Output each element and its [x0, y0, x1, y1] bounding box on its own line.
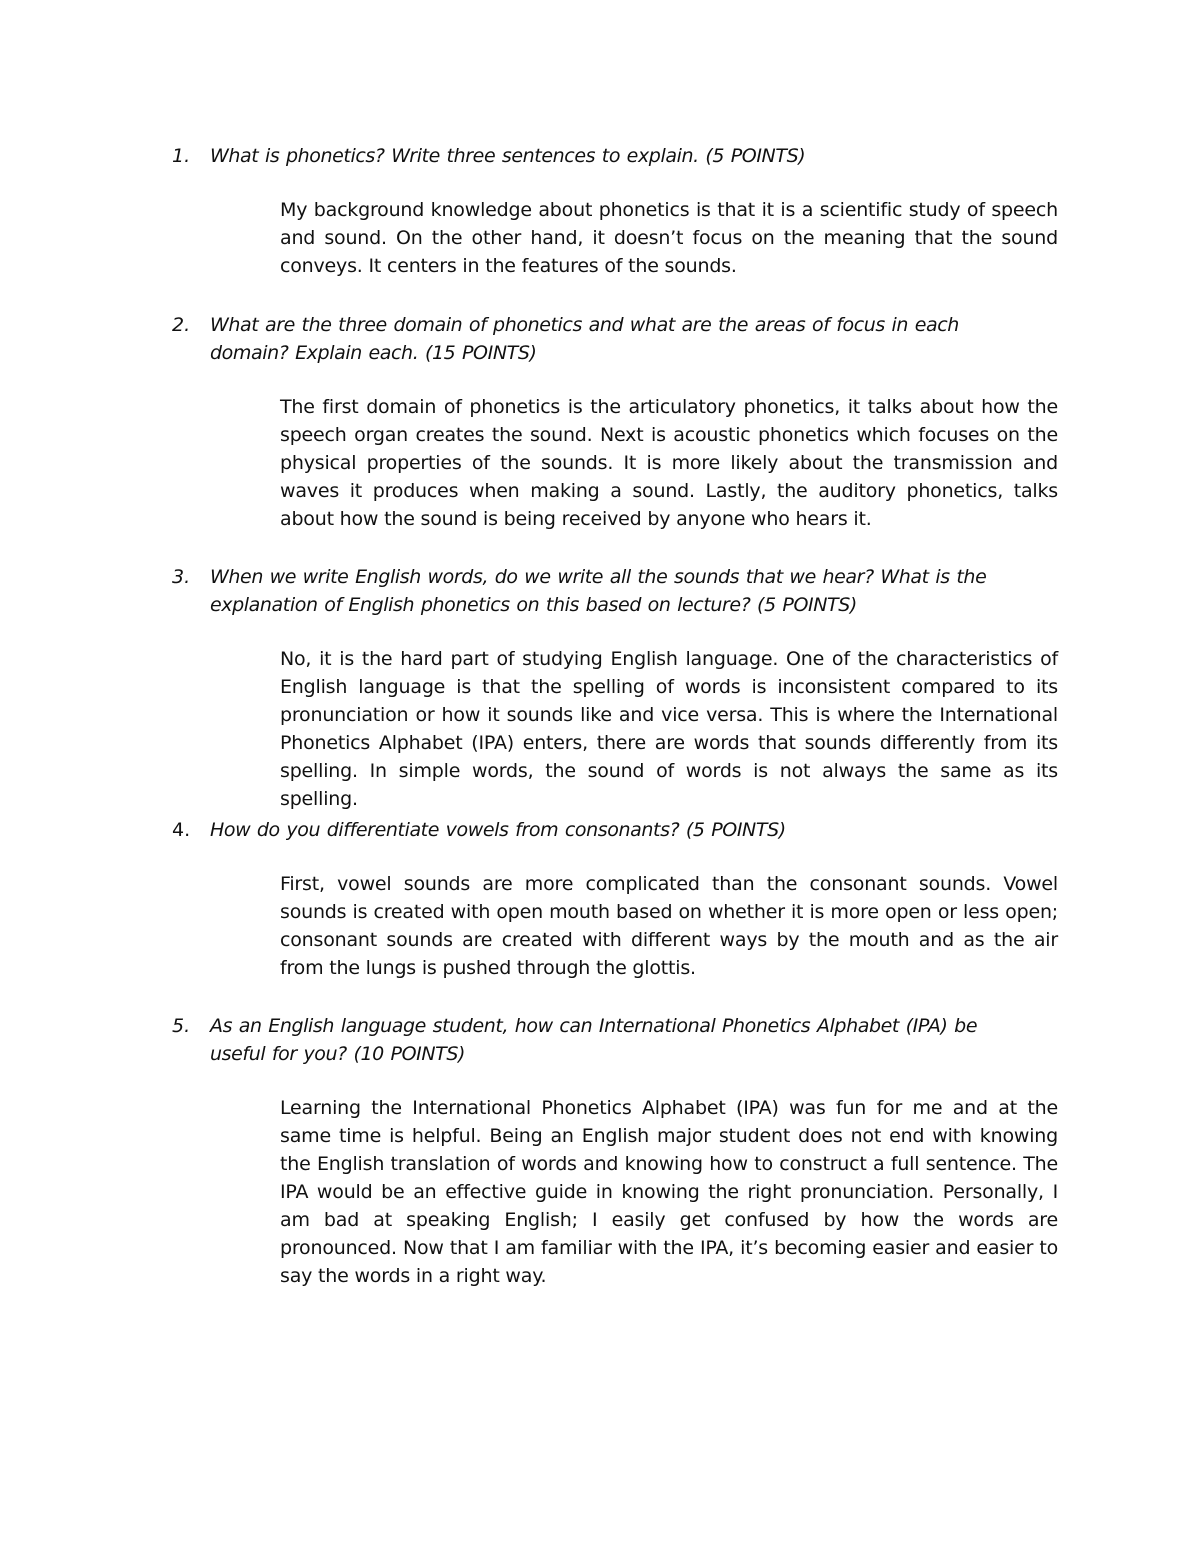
answer-text: Learning the International Phonetics Alphabet (IPA) was fun for me and at the same time is helpful. Being an English major student does not end with knowing the English translation of words and knowing how to construct a full sentence. The IPA would be an effective guide in knowing the right pronunciation. Personally, I am bad at speaking English; I easily get confused by how the words are pronounced. Now that I am familiar with the IPA, it’s becoming easier and easier to say the words in a right way.	[280, 1097, 1058, 1287]
question-block-2	[172, 311, 1062, 533]
question-row	[172, 311, 1062, 367]
question-block-5	[172, 1012, 1062, 1290]
answer-text: No, it is the hard part of studying English language. One of the characteristics of English language is that the spelling of words is inconsistent compared to its pronunciation or how it sounds like and vice versa. This is where the International Phonetics Alphabet (IPA) enters, there are words that sounds differently from its spelling. In simple words, the sound of words is not always the same as its spelling.	[280, 648, 1058, 810]
question-number: 3.	[172, 566, 191, 588]
question-number: 2.	[172, 314, 191, 336]
question-block-3	[172, 563, 1062, 813]
answer-text: First, vowel sounds are more complicated than the consonant sounds. Vowel sounds is created with open mouth based on whether it is more open or less open; consonant sounds are created with different ways by the mouth and as the air from the lungs is pushed through the glottis.	[280, 873, 1058, 979]
question-row	[172, 142, 1062, 170]
question-text: What is phonetics? Write three sentences to explain. (5 POINTS)	[210, 145, 806, 167]
answer-text: The first domain of phonetics is the articulatory phonetics, it talks about how the speech organ creates the sound. Next is acoustic phonetics which focuses on the physical properties of the sounds. It is more likely about the transmission and waves it produces when making a sound. Lastly, the auditory phonetics, talks about how the sound is being received by anyone who hears it.	[280, 396, 1058, 530]
question-row	[172, 1012, 1062, 1068]
answer-text: My background knowledge about phonetics is that it is a scientific study of speech and sound. On the other hand, it doesn’t focus on the meaning that the sound conveys. It centers in the features of the sounds.	[280, 199, 1058, 277]
question-text: What are the three domain of phonetics and what are the areas of focus in each domain? Explain each. (15 POINTS)	[210, 314, 959, 364]
question-text: When we write English words, do we write all the sounds that we hear? What is the explanation of English phonetics on this based on lecture? (5 POINTS)	[210, 566, 987, 616]
question-block-1	[172, 142, 1062, 280]
question-block-4	[172, 816, 1062, 982]
question-text: As an English language student, how can International Phonetics Alphabet (IPA) be useful for you? (10 POINTS)	[210, 1015, 978, 1065]
question-number: 5.	[172, 1015, 191, 1037]
question-number: 4.	[172, 819, 191, 841]
question-row	[172, 816, 1062, 844]
question-text: How do you differentiate vowels from consonants? (5 POINTS)	[210, 819, 786, 841]
question-number: 1.	[172, 145, 191, 167]
question-row	[172, 563, 1062, 619]
